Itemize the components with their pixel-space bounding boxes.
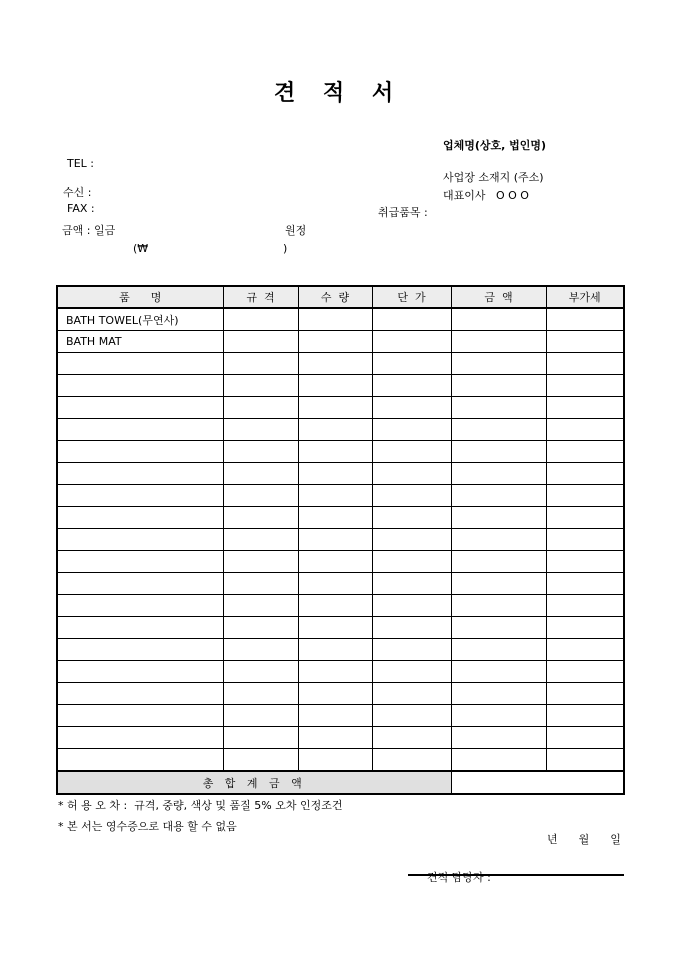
item-value-cell (546, 419, 624, 441)
item-value-cell (451, 331, 546, 353)
business-address-label: 사업장 소재지 (주소) (443, 171, 544, 184)
item-value-cell (298, 419, 372, 441)
item-value-cell (451, 749, 546, 772)
item-value-cell (298, 617, 372, 639)
item-value-cell (546, 507, 624, 529)
amount-label: 금액 : 일금 (62, 224, 116, 237)
handled-items-label: 취급품목 : (378, 206, 428, 219)
table-row (57, 639, 624, 661)
item-value-cell (223, 727, 298, 749)
item-value-cell (298, 705, 372, 727)
item-value-cell (546, 397, 624, 419)
item-value-cell (372, 507, 451, 529)
table-row (57, 573, 624, 595)
item-value-cell (546, 573, 624, 595)
item-value-cell (372, 639, 451, 661)
item-name-cell (57, 485, 223, 507)
fax-label: FAX : (67, 202, 95, 215)
item-value-cell (298, 375, 372, 397)
amount-paren-open: (₩ (133, 242, 149, 255)
table-row (57, 463, 624, 485)
item-value-cell (223, 551, 298, 573)
column-header-2: 수 량 (298, 286, 372, 308)
receipt-note: * 본 서는 영수증으로 대용 할 수 없음 (58, 820, 237, 833)
item-name-cell (57, 617, 223, 639)
column-header-0: 품 명 (57, 286, 223, 308)
item-value-cell (223, 661, 298, 683)
item-value-cell (223, 683, 298, 705)
item-value-cell (298, 573, 372, 595)
table-row (57, 485, 624, 507)
item-value-cell (223, 397, 298, 419)
item-value-cell (372, 375, 451, 397)
table-row (57, 529, 624, 551)
item-value-cell (451, 507, 546, 529)
table-row (57, 353, 624, 375)
item-value-cell (546, 639, 624, 661)
item-value-cell (298, 485, 372, 507)
quotation-table (56, 285, 625, 795)
item-value-cell (223, 308, 298, 331)
item-value-cell (298, 683, 372, 705)
table-row (57, 507, 624, 529)
item-name-cell (57, 573, 223, 595)
item-value-cell (298, 441, 372, 463)
table-row (57, 595, 624, 617)
item-value-cell (546, 683, 624, 705)
item-value-cell (298, 749, 372, 772)
tolerance-note: * 허 용 오 차 : 규격, 중량, 색상 및 품질 5% 오차 인정조건 (58, 799, 343, 812)
item-value-cell (372, 551, 451, 573)
item-value-cell (546, 529, 624, 551)
item-name-cell (57, 419, 223, 441)
table-header-row (57, 286, 624, 308)
item-value-cell (298, 551, 372, 573)
item-value-cell (223, 353, 298, 375)
item-value-cell (223, 419, 298, 441)
item-value-cell (546, 551, 624, 573)
item-value-cell (451, 485, 546, 507)
item-value-cell (298, 639, 372, 661)
item-value-cell (372, 463, 451, 485)
table-row (57, 661, 624, 683)
item-value-cell (546, 661, 624, 683)
item-value-cell (451, 463, 546, 485)
item-name-cell (57, 463, 223, 485)
item-value-cell (223, 573, 298, 595)
item-value-cell (372, 353, 451, 375)
item-value-cell (298, 331, 372, 353)
item-value-cell (223, 331, 298, 353)
column-header-1: 규 격 (223, 286, 298, 308)
amount-paren-close: ) (283, 242, 288, 255)
item-value-cell (298, 507, 372, 529)
item-value-cell (451, 573, 546, 595)
item-name-cell (57, 727, 223, 749)
item-value-cell (546, 331, 624, 353)
table-body (57, 308, 624, 771)
item-value-cell (223, 639, 298, 661)
table-row (57, 749, 624, 772)
item-value-cell (546, 617, 624, 639)
item-name-cell (57, 507, 223, 529)
item-value-cell (223, 705, 298, 727)
item-value-cell (223, 529, 298, 551)
item-value-cell (372, 727, 451, 749)
item-value-cell (298, 727, 372, 749)
ceo-label: 대표이사 O O O (443, 189, 529, 202)
item-value-cell (223, 595, 298, 617)
item-value-cell (372, 749, 451, 772)
item-value-cell (546, 441, 624, 463)
table-row (57, 419, 624, 441)
manager-signature-line (408, 856, 624, 884)
item-value-cell (223, 463, 298, 485)
total-value-cell (451, 771, 624, 794)
item-value-cell (451, 727, 546, 749)
table-row (57, 705, 624, 727)
item-name-cell (57, 353, 223, 375)
item-value-cell (451, 419, 546, 441)
table-row (57, 441, 624, 463)
item-name-cell (57, 397, 223, 419)
item-value-cell (372, 308, 451, 331)
item-value-cell (372, 441, 451, 463)
item-value-cell (372, 683, 451, 705)
item-value-cell (298, 463, 372, 485)
manager-label: 견적 담당자 : (427, 871, 495, 884)
table-row (57, 683, 624, 705)
item-value-cell (546, 463, 624, 485)
item-value-cell (451, 397, 546, 419)
column-header-4: 금 액 (451, 286, 546, 308)
company-name-label: 업체명(상호, 법인명) (443, 139, 547, 152)
item-value-cell (451, 529, 546, 551)
item-value-cell (372, 573, 451, 595)
item-value-cell (372, 705, 451, 727)
item-value-cell (546, 727, 624, 749)
item-name-cell (57, 551, 223, 573)
item-value-cell (451, 595, 546, 617)
item-value-cell (451, 441, 546, 463)
recipient-label: 수신 : (63, 186, 92, 199)
item-value-cell (372, 617, 451, 639)
table-row (57, 551, 624, 573)
item-name-cell (57, 639, 223, 661)
item-name-cell (57, 595, 223, 617)
table-row (57, 308, 624, 331)
item-value-cell (223, 485, 298, 507)
column-header-5: 부가세 (546, 286, 624, 308)
item-value-cell (223, 617, 298, 639)
item-value-cell (223, 375, 298, 397)
item-value-cell (372, 529, 451, 551)
item-value-cell (451, 617, 546, 639)
item-value-cell (546, 308, 624, 331)
page-title: 견 적 서 (274, 81, 404, 106)
item-name-cell: BATH MAT (57, 331, 223, 353)
tel-label: TEL : (67, 157, 95, 170)
item-value-cell (546, 705, 624, 727)
item-value-cell (223, 749, 298, 772)
table-row (57, 397, 624, 419)
item-value-cell (223, 507, 298, 529)
item-name-cell (57, 661, 223, 683)
item-value-cell (451, 661, 546, 683)
item-value-cell (372, 419, 451, 441)
table-row (57, 331, 624, 353)
item-value-cell (451, 308, 546, 331)
date-label: 년 월 일 (547, 833, 621, 846)
item-value-cell (372, 485, 451, 507)
item-name-cell (57, 705, 223, 727)
total-row (57, 771, 624, 794)
item-name-cell (57, 749, 223, 772)
item-name-cell (57, 683, 223, 705)
column-header-3: 단 가 (372, 286, 451, 308)
table-row (57, 727, 624, 749)
item-value-cell (372, 397, 451, 419)
item-value-cell (372, 331, 451, 353)
item-value-cell (451, 353, 546, 375)
item-value-cell (546, 749, 624, 772)
item-value-cell (546, 595, 624, 617)
item-value-cell (372, 595, 451, 617)
item-value-cell (451, 375, 546, 397)
item-value-cell (298, 661, 372, 683)
item-name-cell: BATH TOWEL(무연사) (57, 308, 223, 331)
item-value-cell (298, 308, 372, 331)
item-name-cell (57, 441, 223, 463)
item-value-cell (546, 375, 624, 397)
item-name-cell (57, 529, 223, 551)
item-value-cell (298, 353, 372, 375)
table-row (57, 617, 624, 639)
item-value-cell (451, 705, 546, 727)
item-value-cell (546, 485, 624, 507)
item-value-cell (298, 595, 372, 617)
item-value-cell (298, 397, 372, 419)
item-value-cell (223, 441, 298, 463)
total-label: 총 합 계 금 액 (57, 771, 451, 794)
item-value-cell (298, 529, 372, 551)
item-value-cell (546, 353, 624, 375)
item-value-cell (372, 661, 451, 683)
item-value-cell (451, 551, 546, 573)
item-value-cell (451, 639, 546, 661)
item-name-cell (57, 375, 223, 397)
table-row (57, 375, 624, 397)
item-value-cell (451, 683, 546, 705)
amount-suffix-label: 원정 (285, 224, 307, 237)
